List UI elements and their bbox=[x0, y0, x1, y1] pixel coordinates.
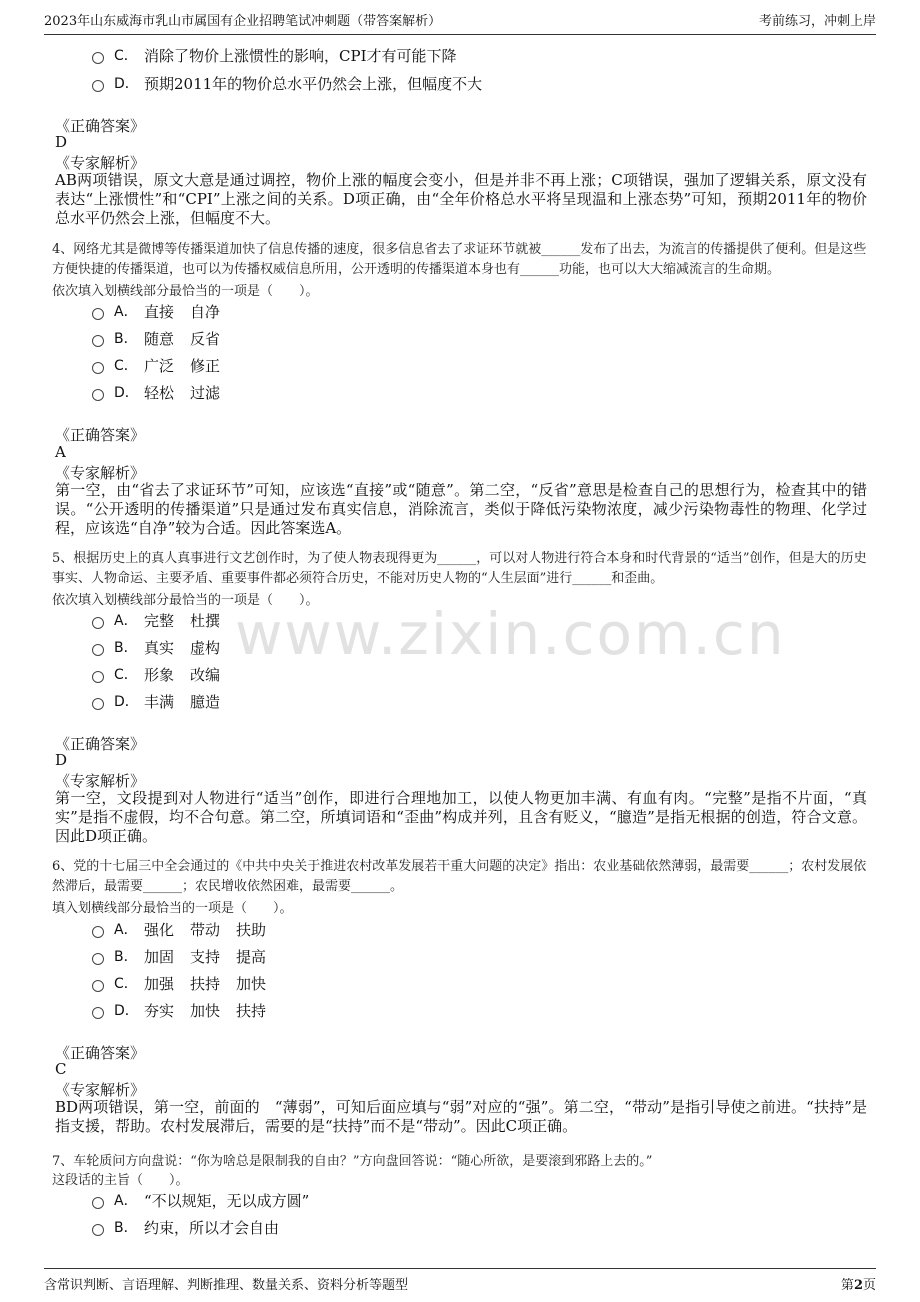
radio-icon[interactable] bbox=[92, 362, 104, 374]
radio-icon[interactable] bbox=[92, 1197, 104, 1209]
radio-icon[interactable] bbox=[92, 52, 104, 64]
q6-option-d[interactable]: D． 夯实 加快 扶持 bbox=[92, 999, 282, 1021]
answer-label: 《正确答案》 bbox=[55, 426, 146, 444]
page-footer bbox=[44, 1268, 876, 1293]
q6-option-b[interactable]: B． 加固 支持 提高 bbox=[92, 945, 282, 967]
radio-icon[interactable] bbox=[92, 926, 104, 938]
q5-option-d[interactable]: D． 丰满 臆造 bbox=[92, 690, 236, 712]
q4-option-a[interactable]: A． 直接 自净 bbox=[92, 300, 236, 322]
watermark: www.zixin.com.cn bbox=[235, 600, 786, 668]
radio-icon[interactable] bbox=[92, 389, 104, 401]
analysis-label: 《专家解析》 bbox=[55, 154, 146, 172]
analysis-text: AB两项错误，原文大意是通过调控，物价上涨的幅度会变小，但是并非不再上涨；C项错误，强加了逻辑关系，原文没有表达“上涨惯性”和“CPI”上涨之间的关系。D项正确，由“全年价格总水平将呈现温和上涨态势”可知，预期2011年的物价总水平仍然会上涨，但幅度不大。 bbox=[55, 171, 867, 227]
header-slogan: 考前练习，冲刺上岸 bbox=[758, 14, 876, 29]
q6-option-c[interactable]: C． 加强 扶持 加快 bbox=[92, 972, 282, 994]
answer-value: A bbox=[55, 443, 66, 461]
answer-label: 《正确答案》 bbox=[55, 117, 146, 135]
radio-icon[interactable] bbox=[92, 335, 104, 347]
answer-label: 《正确答案》 bbox=[55, 735, 146, 753]
q4-option-d[interactable]: D． 轻松 过滤 bbox=[92, 381, 236, 403]
q6-option-a[interactable]: A． 强化 带动 扶助 bbox=[92, 918, 282, 940]
radio-icon[interactable] bbox=[92, 308, 104, 320]
answer-label: 《正确答案》 bbox=[55, 1044, 146, 1062]
question-instruction: 依次填入划横线部分最恰当的一项是（ ）。 bbox=[52, 593, 319, 608]
radio-icon[interactable] bbox=[92, 980, 104, 992]
question-instruction: 填入划横线部分最恰当的一项是（ ）。 bbox=[52, 901, 293, 916]
radio-icon[interactable] bbox=[92, 1224, 104, 1236]
answer-value: D bbox=[55, 133, 68, 151]
question-stem: 5、根据历史上的真人真事进行文艺创作时，为了使人物表现得更为______，可以对人物进行符合本身和时代背景的“适当”创作，但是大的历史事实、人物命运、主要矛盾、重要事件都必须符合历史，不能对历史人物的“人生层面”进行______和歪曲。 bbox=[52, 551, 867, 586]
page-header bbox=[44, 10, 876, 35]
question-stem: 6、党的十七届三中全会通过的《中共中央关于推进农村改革发展若干重大问题的决定》指出：农业基础依然薄弱，最需要______；农村发展依然滞后，最需要______；农民增收依然困难，最需要______。 bbox=[52, 859, 867, 894]
q3-option-d[interactable]: D． 预期2011年的物价总水平仍然会上涨，但幅度不大 bbox=[92, 72, 482, 94]
analysis-text: 第一空，由“省去了求证环节”可知，应该选“直接”或“随意”。第二空，“反省”意思是检查自己的思想行为，检查其中的错误。“公开透明的传播渠道”只是通过发布真实信息，消除流言，类似于降低污染物浓度，减少污染物毒性的物理、化学过程，应该选“自净”较为合适。因此答案选A。 bbox=[55, 481, 867, 537]
q5-option-c[interactable]: C． 形象 改编 bbox=[92, 663, 236, 685]
q4-option-b[interactable]: B． 随意 反省 bbox=[92, 327, 236, 349]
answer-value: D bbox=[55, 751, 68, 769]
analysis-text: BD两项错误，第一空，前面的 “薄弱”，可知后面应填与“弱”对应的“强”。第二空，“带动”是指引导使之前进。“扶持”是指支援，帮助。农村发展滞后，需要的是“扶持”而不是“带动”。因此C项正确。 bbox=[55, 1098, 867, 1135]
header-title: 2023年山东威海市乳山市属国有企业招聘笔试冲刺题（带答案解析） bbox=[44, 14, 442, 29]
q3-option-c[interactable]: C． 消除了物价上涨惯性的影响，CPI才有可能下降 bbox=[92, 44, 457, 66]
radio-icon[interactable] bbox=[92, 644, 104, 656]
question-stem: 7、车轮质问方向盘说：“你为啥总是限制我的自由？”方向盘回答说：“随心所欲，是要滚到邪路上去的。” bbox=[52, 1154, 653, 1169]
radio-icon[interactable] bbox=[92, 953, 104, 965]
analysis-text: 第一空，文段提到对人物进行“适当”创作，即进行合理地加工，以使人物更加丰满、有血有肉。“完整”是指不片面，“真实”是指不虚假，均不合句意。第二空，所填词语和“歪曲”构成并列，且含有贬义，“臆造”是指无根据的创造，符合文意。因此D项正确。 bbox=[55, 789, 867, 845]
answer-value: C bbox=[55, 1060, 67, 1078]
radio-icon[interactable] bbox=[92, 80, 104, 92]
radio-icon[interactable] bbox=[92, 1007, 104, 1019]
footer-topics: 含常识判断、言语理解、判断推理、数量关系、资料分析等题型 bbox=[44, 1278, 409, 1293]
radio-icon[interactable] bbox=[92, 617, 104, 629]
q7-option-b[interactable]: B． 约束，所以才会自由 bbox=[92, 1216, 279, 1238]
q4-option-c[interactable]: C． 广泛 修正 bbox=[92, 354, 236, 376]
q5-option-a[interactable]: A． 完整 杜撰 bbox=[92, 609, 236, 631]
question-stem: 4、网络尤其是微博等传播渠道加快了信息传播的速度，很多信息省去了求证环节就被______发布了出去，为流言的传播提供了便利。但是这些方便快捷的传播渠道，也可以为传播权威信息所用，公开透明的传播渠道本身也有______功能，也可以大大缩减流言的生命期。 bbox=[52, 242, 867, 277]
radio-icon[interactable] bbox=[92, 671, 104, 683]
q7-option-a[interactable]: A． “不以规矩，无以成方圆” bbox=[92, 1189, 309, 1211]
page-number: 第2页 bbox=[840, 1278, 876, 1293]
question-instruction: 依次填入划横线部分最恰当的一项是（ ）。 bbox=[52, 284, 319, 299]
analysis-label: 《专家解析》 bbox=[55, 1081, 146, 1099]
analysis-label: 《专家解析》 bbox=[55, 772, 146, 790]
q5-option-b[interactable]: B． 真实 虚构 bbox=[92, 636, 236, 658]
question-instruction: 这段话的主旨（ ）。 bbox=[52, 1173, 189, 1188]
analysis-label: 《专家解析》 bbox=[55, 464, 146, 482]
radio-icon[interactable] bbox=[92, 698, 104, 710]
